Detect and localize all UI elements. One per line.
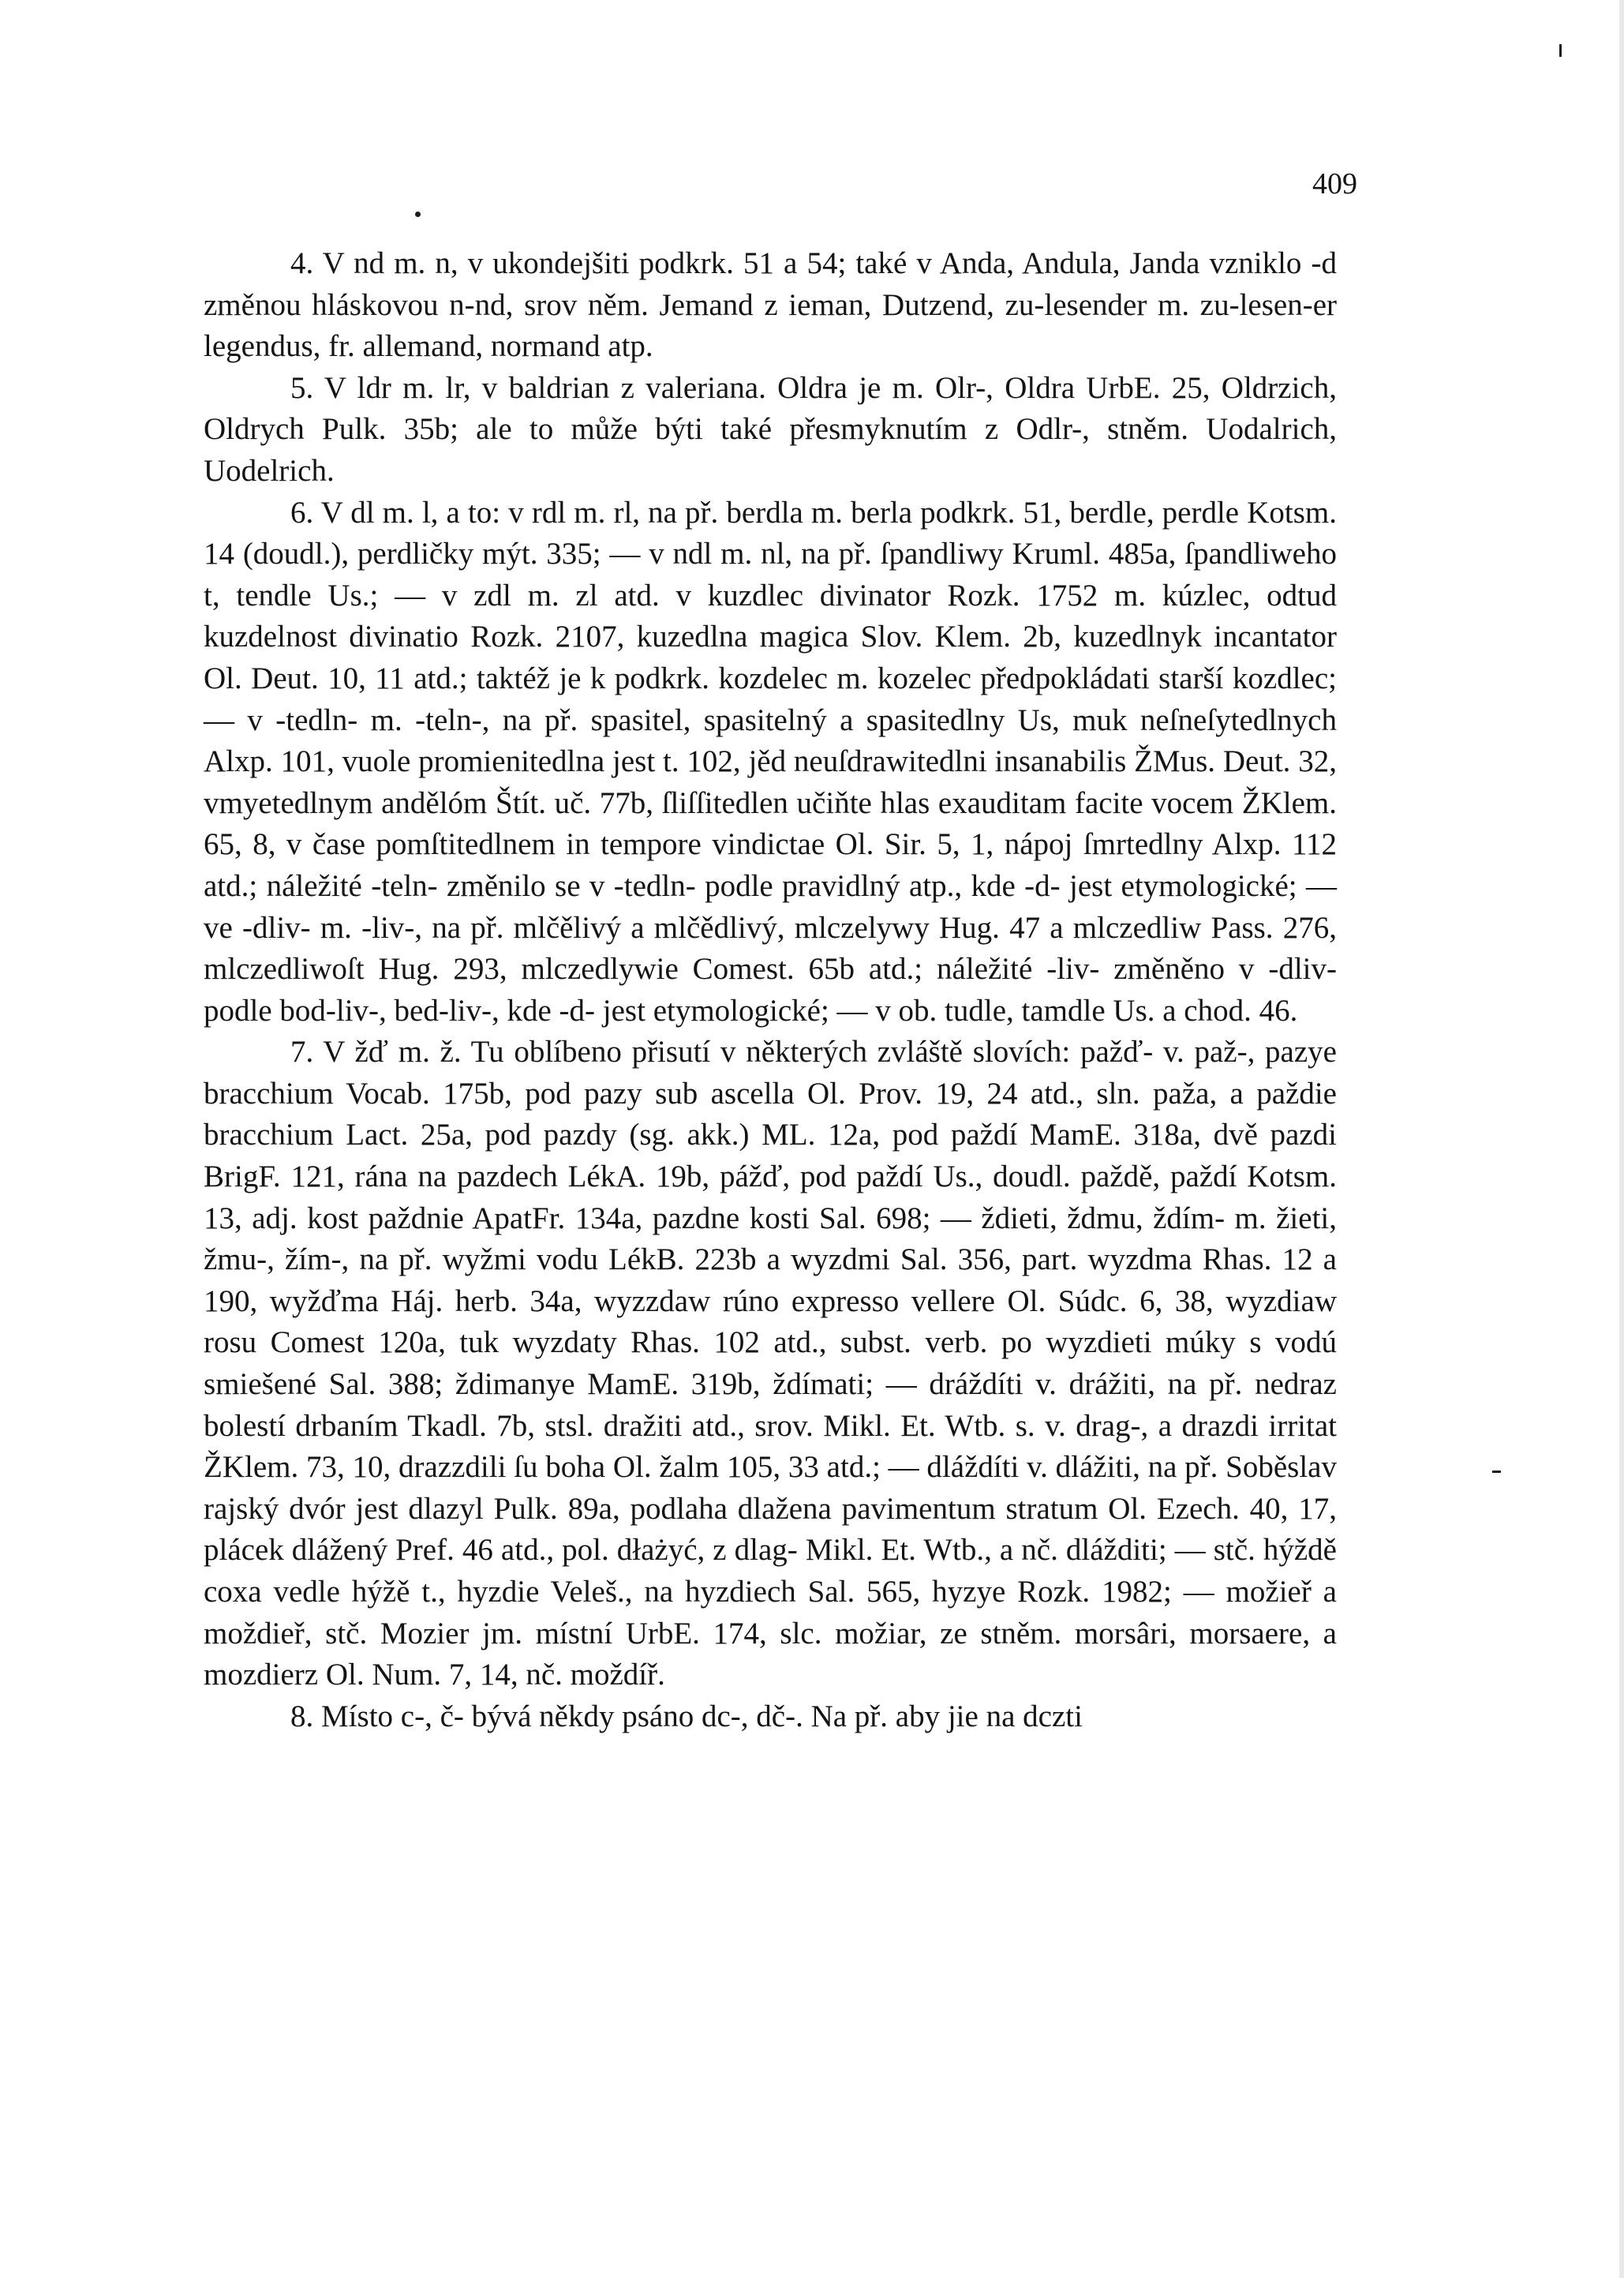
paragraph-7-zd: 7. V žď m. ž. Tu oblíbeno přisutí v některých zvláště slovích: pažď- v. paž-, pazye bracchium Vocab. 175b, pod pazy sub ascella Ol. Prov. 19, 24 atd., sln. paža, a paždie bracchium Lact. 25a, pod pazdy (sg. akk.) ML. 12a, pod paždí MamE. 318a, dvě pazdi BrigF. 121, rána na pazdech LékA. 19b, pážď, pod paždí Us., doudl. paždě, paždí Kotsm. 13, adj. kost paždnie ApatFr. 134a, pazdne kosti Sal. 698; — ždieti, ždmu, ždím- m. žieti, žmu-, žím-, na př. wyžmi vodu LékB. 223b a wyzdmi Sal. 356, part. wyzdma Rhas. 12 a 190, wyžďma Háj. herb. 34a, wyzzdaw rúno expresso vellere Ol. Súdc. 6, 38, wyzdiaw rosu Comest 120a, tuk wyzdaty Rhas. 102 atd., subst. verb. po wyzdieti múky s vodú smiešené Sal. 388; ždimanye MamE. 319b, ždímati; — dráždíti v. drážiti, na př. nedraz bolestí drbaním Tkadl. 7b, stsl. dražiti atd., srov. Mikl. Et. Wtb. s. v. drag-, a drazdi irritat ŽKlem. 73, 10, drazzdili ſu boha Ol. žalm 105, 33 atd.; — dláždíti v. dlážiti, na př. Soběslav rajský dvór jest dlazyl Pulk. 89a, podlaha dlažena pavimentum stratum Ol. Ezech. 40, 17, plácek dlážený Pref. 46 atd., pol. dłażyć, z dlag- Mikl. Et. Wtb., a nč. dlážditi; — stč. hýždě coxa vedle hýžě t., hyzdie Veleš., na hyzdiech Sal. 565, hyzye Rozk. 1982; — možieř a moždieř, stč. Mozier jm. místní UrbE. 174, slc. možiar, ze stněm. morsâri, morsaere, a mozdierz Ol. Num. 7, 14, nč. moždíř. (204, 1035, 1337, 1692)
margin-dash-mark (1492, 1471, 1501, 1473)
ink-dot-mark (415, 212, 421, 217)
paragraph-8-dc: 8. Místo c-, č- bývá někdy psáno dc-, dč-. Na př. aby jie na dczti (290, 1699, 1083, 1733)
paragraph-5-ldr: 5. V ldr m. lr, v baldrian z valeriana. Oldra je m. Olr-, Oldra UrbE. 25, Oldrzich, Oldrych Pulk. 35b; ale to může býti také přesmyknutím z Odlr-, stněm. Uodalrich, Uodelrich. (204, 370, 1337, 488)
page-edge-shadow (1619, 0, 1624, 2278)
scan-mark-top (1559, 44, 1562, 57)
paragraph-4-nd: 4. V nd m. n, v ukondejšiti podkrk. 51 a 54; také v Anda, Andula, Janda vzniklo -d změnou hláskovou n-nd, srov něm. Jemand z ieman, Dutzend, zu-lesender m. zu-lesen-er legendus, fr. allemand, normand atp. (204, 246, 1337, 364)
page-number: 409 (1312, 167, 1357, 200)
body-text (204, 243, 1337, 1737)
paragraph-6-dl: 6. V dl m. l, a to: v rdl m. rl, na př. berdla m. berla podkrk. 51, berdle, perdle Kotsm. 14 (doudl.), perdličky mýt. 335; — v ndl m. nl, na př. ſpandliwy Kruml. 485a, ſpandliweho t, tendle Us.; — v zdl m. zl atd. v kuzdlec divinator Rozk. 1752 m. kúzlec, odtud kuzdelnost divinatio Rozk. 2107, kuzedlna magica Slov. Klem. 2b, kuzedlnyk incantator Ol. Deut. 10, 11 atd.; taktéž je k podkrk. kozdelec m. kozelec předpokládati starší kozdlec; — v -tedln- m. -teln-, na př. spasitel, spasitelný a spasitedlny Us, muk neſneſytedlnych Alxp. 101, vuole promienitedlna jest t. 102, jěd neuſdrawitedlni insanabilis ŽMus. Deut. 32, vmyetedlnym andělóm Štít. uč. 77b, ſliſſitedlen učiňte hlas exauditam facite vocem ŽKlem. 65, 8, v čase pomſtitedlnem in tempore vindictae Ol. Sir. 5, 1, nápoj ſmrtedlny Alxp. 112 atd.; náležité -teln- změnilo se v -tedln- podle pravidlný atp., kde -d- jest etymologické; — ve -dliv- m. -liv-, na př. mlčělivý a mlčědlivý, mlczelywy Hug. 47 a mlczedliw Pass. 276, mlczedliwoſt Hug. 293, mlczedlywie Comest. 65b atd.; náležité -liv- změněno v -dliv- podle bod-liv-, bed-liv-, kde -d- jest etymologické; — v ob. tudle, tamdle Us. a chod. 46. (204, 495, 1337, 1028)
